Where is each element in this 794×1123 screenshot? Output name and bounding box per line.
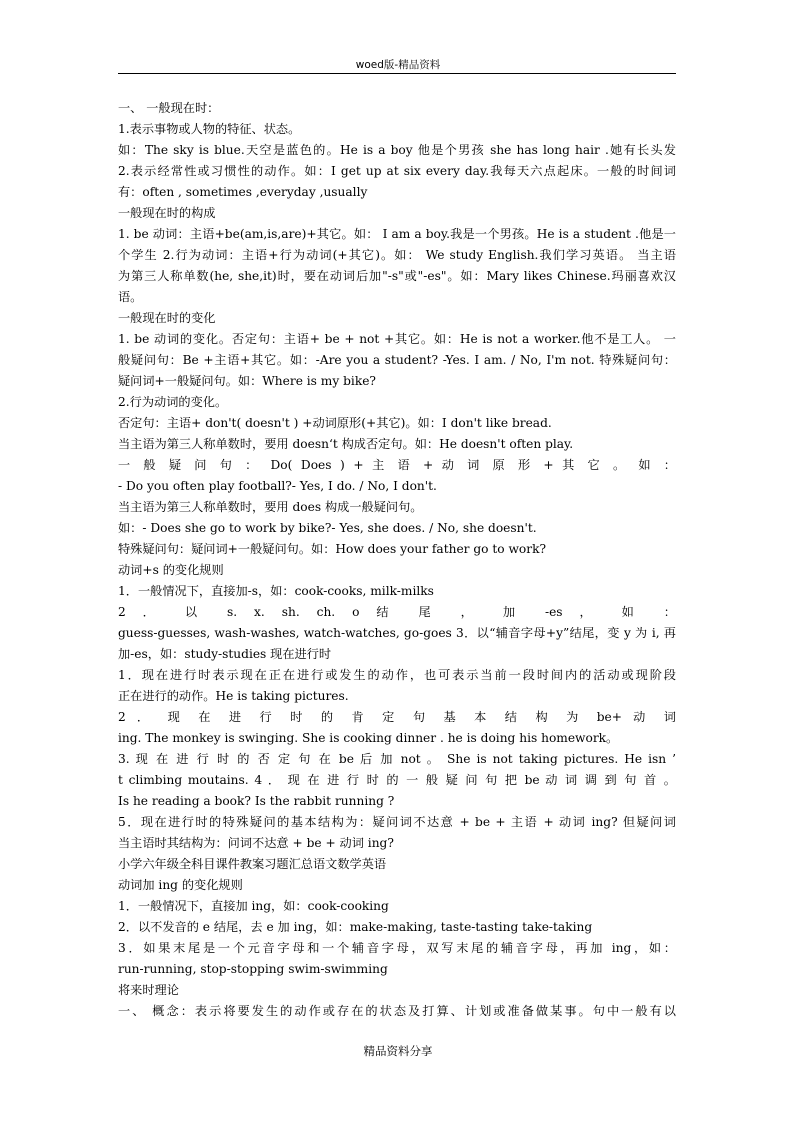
text-line: 当主语时其结构为：问词不达意 + be + 动词 ing? bbox=[118, 836, 394, 850]
text-line: - Do you often play football?- Yes, I do. / No, I don't. bbox=[118, 479, 437, 493]
text-line: 2.表示经常性或习惯性的动作。如：I get up at six every day.我每天六点起床。一般的时间词 bbox=[118, 164, 676, 178]
text-line: 1. be 动词的变化。否定句：主语+ be + not +其它。如：He is not a worker.他不是工人。 一 bbox=[118, 332, 676, 346]
text-line: 3. 现 在 进 行 时 的 否 定 句 在 be 后 加 not 。 She is not taking pictures. He isn ’ bbox=[118, 752, 676, 766]
heading-present-simple-changes: 一般现在时的变化 bbox=[118, 311, 216, 325]
heading-verb-ing-rules: 动词加 ing 的变化规则 bbox=[118, 878, 243, 892]
text-line: 否定句：主语+ don't( doesn't ) +动词原形(+其它)。如：I don't like bread. bbox=[118, 416, 552, 430]
header-divider bbox=[118, 73, 676, 74]
text-line: 2 ． 以 s. x. sh. ch. o 结 尾 ， 加 -es ， 如 ： bbox=[118, 605, 676, 619]
text-line: 语。 bbox=[118, 290, 143, 304]
text-line: 有：often , sometimes ,everyday ,usually bbox=[118, 185, 368, 199]
text-line: 一 般 疑 问 句 ： Do( Does ) + 主 语 + 动 词 原 形 + 其 它 。 如 ： bbox=[118, 458, 676, 472]
text-line: 如：- Does she go to work by bike?- Yes, she does. / No, she doesn't. bbox=[118, 521, 537, 535]
text-line: 个学生 2.行为动词：主语+行为动词(+其它)。如： We study English.我们学习英语。 当主语 bbox=[118, 248, 676, 262]
text-line: 如：The sky is blue.天空是蓝色的。He is a boy 他是个男孩 she has long hair .她有长头发 bbox=[118, 143, 676, 157]
text-line: 般疑问句：Be +主语+其它。如：-Are you a student? -Yes. I am. / No, I'm not. 特殊疑问句： bbox=[118, 353, 676, 367]
heading-verb-s-rules: 动词+s 的变化规则 bbox=[118, 563, 224, 577]
text-line: 疑问词+一般疑问句。如：Where is my bike? bbox=[118, 374, 376, 388]
heading-future-tense: 将来时理论 bbox=[118, 983, 179, 997]
text-line: 2 ． 现 在 进 行 时 的 肯 定 句 基 本 结 构 为 be+ 动 词 bbox=[118, 710, 676, 724]
text-line: Is he reading a book? Is the rabbit running ? bbox=[118, 794, 395, 808]
text-line: 1. be 动词：主语+be(am,is,are)+其它。如： I am a boy.我是一个男孩。He is a student .他是一 bbox=[118, 227, 676, 241]
page-header: woed版-精品资料 bbox=[355, 59, 441, 71]
text-line: run-running, stop-stopping swim-swimming bbox=[118, 962, 388, 976]
text-line: 1．一般情况下，直接加-s，如：cook-cooks, milk-milks bbox=[118, 584, 434, 598]
heading-present-simple-form: 一般现在时的构成 bbox=[118, 206, 216, 220]
text-line: 2．以不发音的 e 结尾，去 e 加 ing，如：make-making, taste-tasting take-taking bbox=[118, 920, 593, 934]
text-line: 为第三人称单数(he, she,it)时，要在动词后加"-s"或"-es"。如：Mary likes Chinese.玛丽喜欢汉 bbox=[118, 269, 676, 283]
text-line: 当主语为第三人称单数时，要用 doesn‘t 构成否定句。如：He doesn't often play. bbox=[118, 437, 574, 451]
text-line: t climbing moutains. 4 ． 现 在 进 行 时 的 一 般 疑 问 句 把 be 动 词 调 到 句 首 。 bbox=[118, 773, 676, 787]
text-line: 当主语为第三人称单数时，要用 does 构成一般疑问句。 bbox=[118, 500, 423, 514]
text-line: 正在进行的动作。He is taking pictures. bbox=[118, 689, 349, 703]
text-line: 加-es，如：study-studies 现在进行时 bbox=[118, 647, 332, 661]
text-line: 2.行为动词的变化。 bbox=[118, 395, 228, 409]
document-body bbox=[118, 98, 676, 1022]
text-line: 1.表示事物或人物的特征、状态。 bbox=[118, 122, 301, 136]
text-line: 5．现在进行时的特殊疑问的基本结构为：疑问词不达意 + be + 主语 + 动词 ing? 但疑问词 bbox=[118, 815, 676, 829]
text-line: 特殊疑问句：疑问词+一般疑问句。如：How does your father go to work? bbox=[118, 542, 546, 556]
text-line: 一、 概念：表示将要发生的动作或存在的状态及打算、计划或准备做某事。句中一般有以 bbox=[118, 1004, 676, 1018]
page-footer: 精品资料分享 bbox=[363, 1044, 433, 1058]
heading-present-simple: 一、 一般现在时： bbox=[118, 101, 220, 115]
text-line: 3．如果末尾是一个元音字母和一个辅音字母，双写末尾的辅音字母，再加 ing，如： bbox=[118, 941, 676, 955]
text-line: 1．现在进行时表示现在正在进行或发生的动作，也可表示当前一段时间内的活动或现阶段 bbox=[118, 668, 676, 682]
text-line: 1．一般情况下，直接加 ing，如：cook-cooking bbox=[118, 899, 389, 913]
text-line: ing. The monkey is swinging. She is cooking dinner . he is doing his homework。 bbox=[118, 731, 619, 745]
text-line: 小学六年级全科目课件教案习题汇总语文数学英语 bbox=[118, 857, 387, 871]
text-line: guess-guesses, wash-washes, watch-watches, go-goes 3．以“辅音字母+y”结尾，变 y 为 i, 再 bbox=[118, 626, 676, 640]
